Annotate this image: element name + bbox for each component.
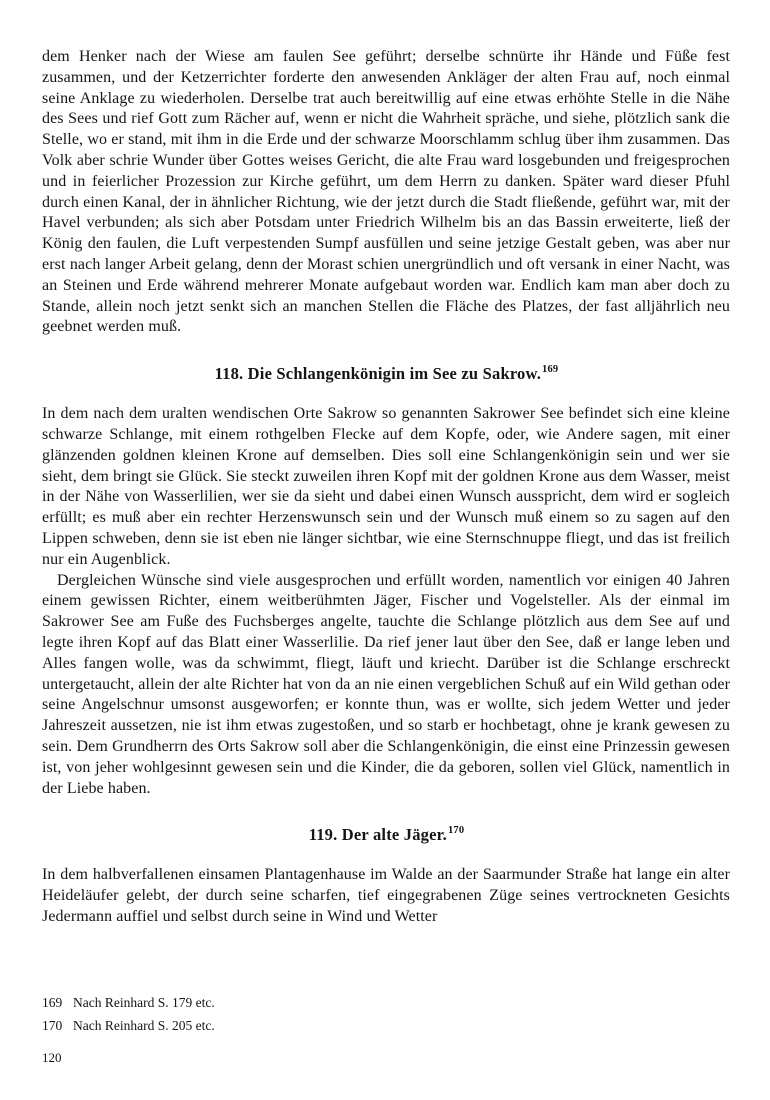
page-number: 120 [42, 1050, 62, 1065]
footnote-number: 170 [42, 1017, 63, 1033]
section-heading-text: 118. Die Schlangenkönigin im See zu Sakrow. [214, 364, 542, 384]
footnote-169 [42, 992, 730, 1015]
footnote-ref-169: 169 [542, 363, 559, 375]
footnote-170 [42, 1015, 730, 1038]
footnote-number: 169 [42, 995, 63, 1010]
section-119-paragraph-1: In dem halbverfallenen einsamen Plantagenhause im Walde an der Saarmunder Straße hat lange ein alter Heideläufer gelebt, der durch seine scharfen, tief eingegrabenen Züge seines vertrockneten Gesichts Jedermann auffiel und selbst durch seine in Wind und Wetter [42, 866, 730, 925]
footnote-text: Nach Reinhard S. 179 etc. [73, 995, 215, 1010]
intro-paragraph: dem Henker nach der Wiese am faulen See geführt; derselbe schnürte ihr Hände und Füße fest zusammen, und der Ketzerrichter forderte den anwesenden Ankläger der alten Frau auf, noch einmal seine Anklage zu wiederholen. Derselbe trat auch bereitwillig auf eine etwas erhöhte Stelle in die Nähe des Sees und rief Gott zum Rächer auf, wenn er nicht die Wahrheit spräche, und siehe, plötzlich sank die Stelle, wo er stand, mit ihm in die Erde und der schwarze Moorschlamm schlug über ihm zusammen. Das Volk aber schrie Wunder über Gottes weises Gericht, die alte Frau ward losgebunden und freigesprochen und in feierlicher Prozession zur Kirche geführt, um dem Herrn zu danken. Später ward dieser Pfuhl durch einen Kanal, der in ähnlicher Richtung, wie der jetzt durch die Stadt fließende, geführt war, mit der Havel verbunden; als sich aber Potsdam unter Friedrich Wilhelm bis an das Bassin erweiterte, ließ der König den faulen, die Luft verpestenden Sumpf ausfüllen und seine jetzige Gestalt geben, was aber nur erst nach langer Arbeit gelang, denn der Morast schien unergründlich und oft versank in einer Nacht, was an Steinen und Erde während mehrerer Monate aufgebaut worden war. Endlich kam man aber doch zu Stande, allein noch jetzt senkt sich an manchen Stellen die Fläche des Platzes, der fast alljährlich neu geebnet werden muß. [42, 48, 730, 336]
footnote-text: Nach Reinhard S. 205 etc. [73, 1017, 215, 1033]
footnote-ref-170: 170 [447, 824, 465, 836]
page-body [42, 47, 730, 928]
section-heading-119 [42, 824, 730, 846]
footnotes-block [42, 992, 730, 1037]
section-118-paragraph-1: In dem nach dem uralten wendischen Orte Sakrow so genannten Sakrower See befindet sich eine kleine schwarze Schlange, mit einem rothgelben Flecke auf dem Kopfe, oder, wie Andere sagen, mit einer glänzenden goldnen kleinen Krone auf demselben. Dies soll eine Schlangenkönigin sein und wer sie sieht, dem bringt sie Glück. Sie steckt zuweilen ihren Kopf mit der goldnen Krone aus dem Wasser, meist in der Nähe von Wasserlilien, wer sie da sieht und dabei einen Wunsch ausspricht, dem wird er sogleich erfüllt; es muß aber ein rechter Herzenswunsch sein und der Wunsch muß einem so zu sagen auf den Lippen schweben, denn sie ist eben nie länger sichtbar, wie eine Sternschnuppe fliegt, und das ist freilich nur ein Augenblick. [42, 405, 730, 568]
section-118-paragraph-2: Dergleichen Wünsche sind viele ausgesprochen und erfüllt worden, namentlich vor einigen 40 Jahren einem gewissen Richter, einem weitberühmten Jäger, Fischer und Vogelsteller. Als der einmal im Sakrower See am Fuße des Fuchsberges angelte, tauchte die Schlange plötzlich aus dem See auf und legte ihren Kopf auf das Blatt einer Wasserlilie. Da rief jener laut über den See, daß er lange leben und Alles fangen wolle, was da schwimmt, fliegt, läuft und kriecht. Darüber ist die Schlange erschreckt untergetaucht, allein der alte Richter hat von da an nie einen vergeblichen Schuß auf ein Wild gethan oder seine Angelschnur umsonst ausgeworfen; er konnte thun, was er wollte, sich jedem Wetter und jeder Jahreszeit aussetzen, nie ist ihm etwas zugestoßen, und so starb er hochbetagt, ohne je krank gewesen zu sein. Dem Grundherrn des Orts Sakrow soll aber die Schlangenkönigin, die einst eine Prinzessin gewesen ist, von jeher wohlgesinnt gewesen sein und die Kinder, die da geboren, sollen viel Glück, namentlich in der Liebe haben. [42, 571, 730, 797]
section-heading-text: 119. Der alte Jäger. [308, 825, 447, 845]
section-heading-118 [42, 363, 730, 385]
